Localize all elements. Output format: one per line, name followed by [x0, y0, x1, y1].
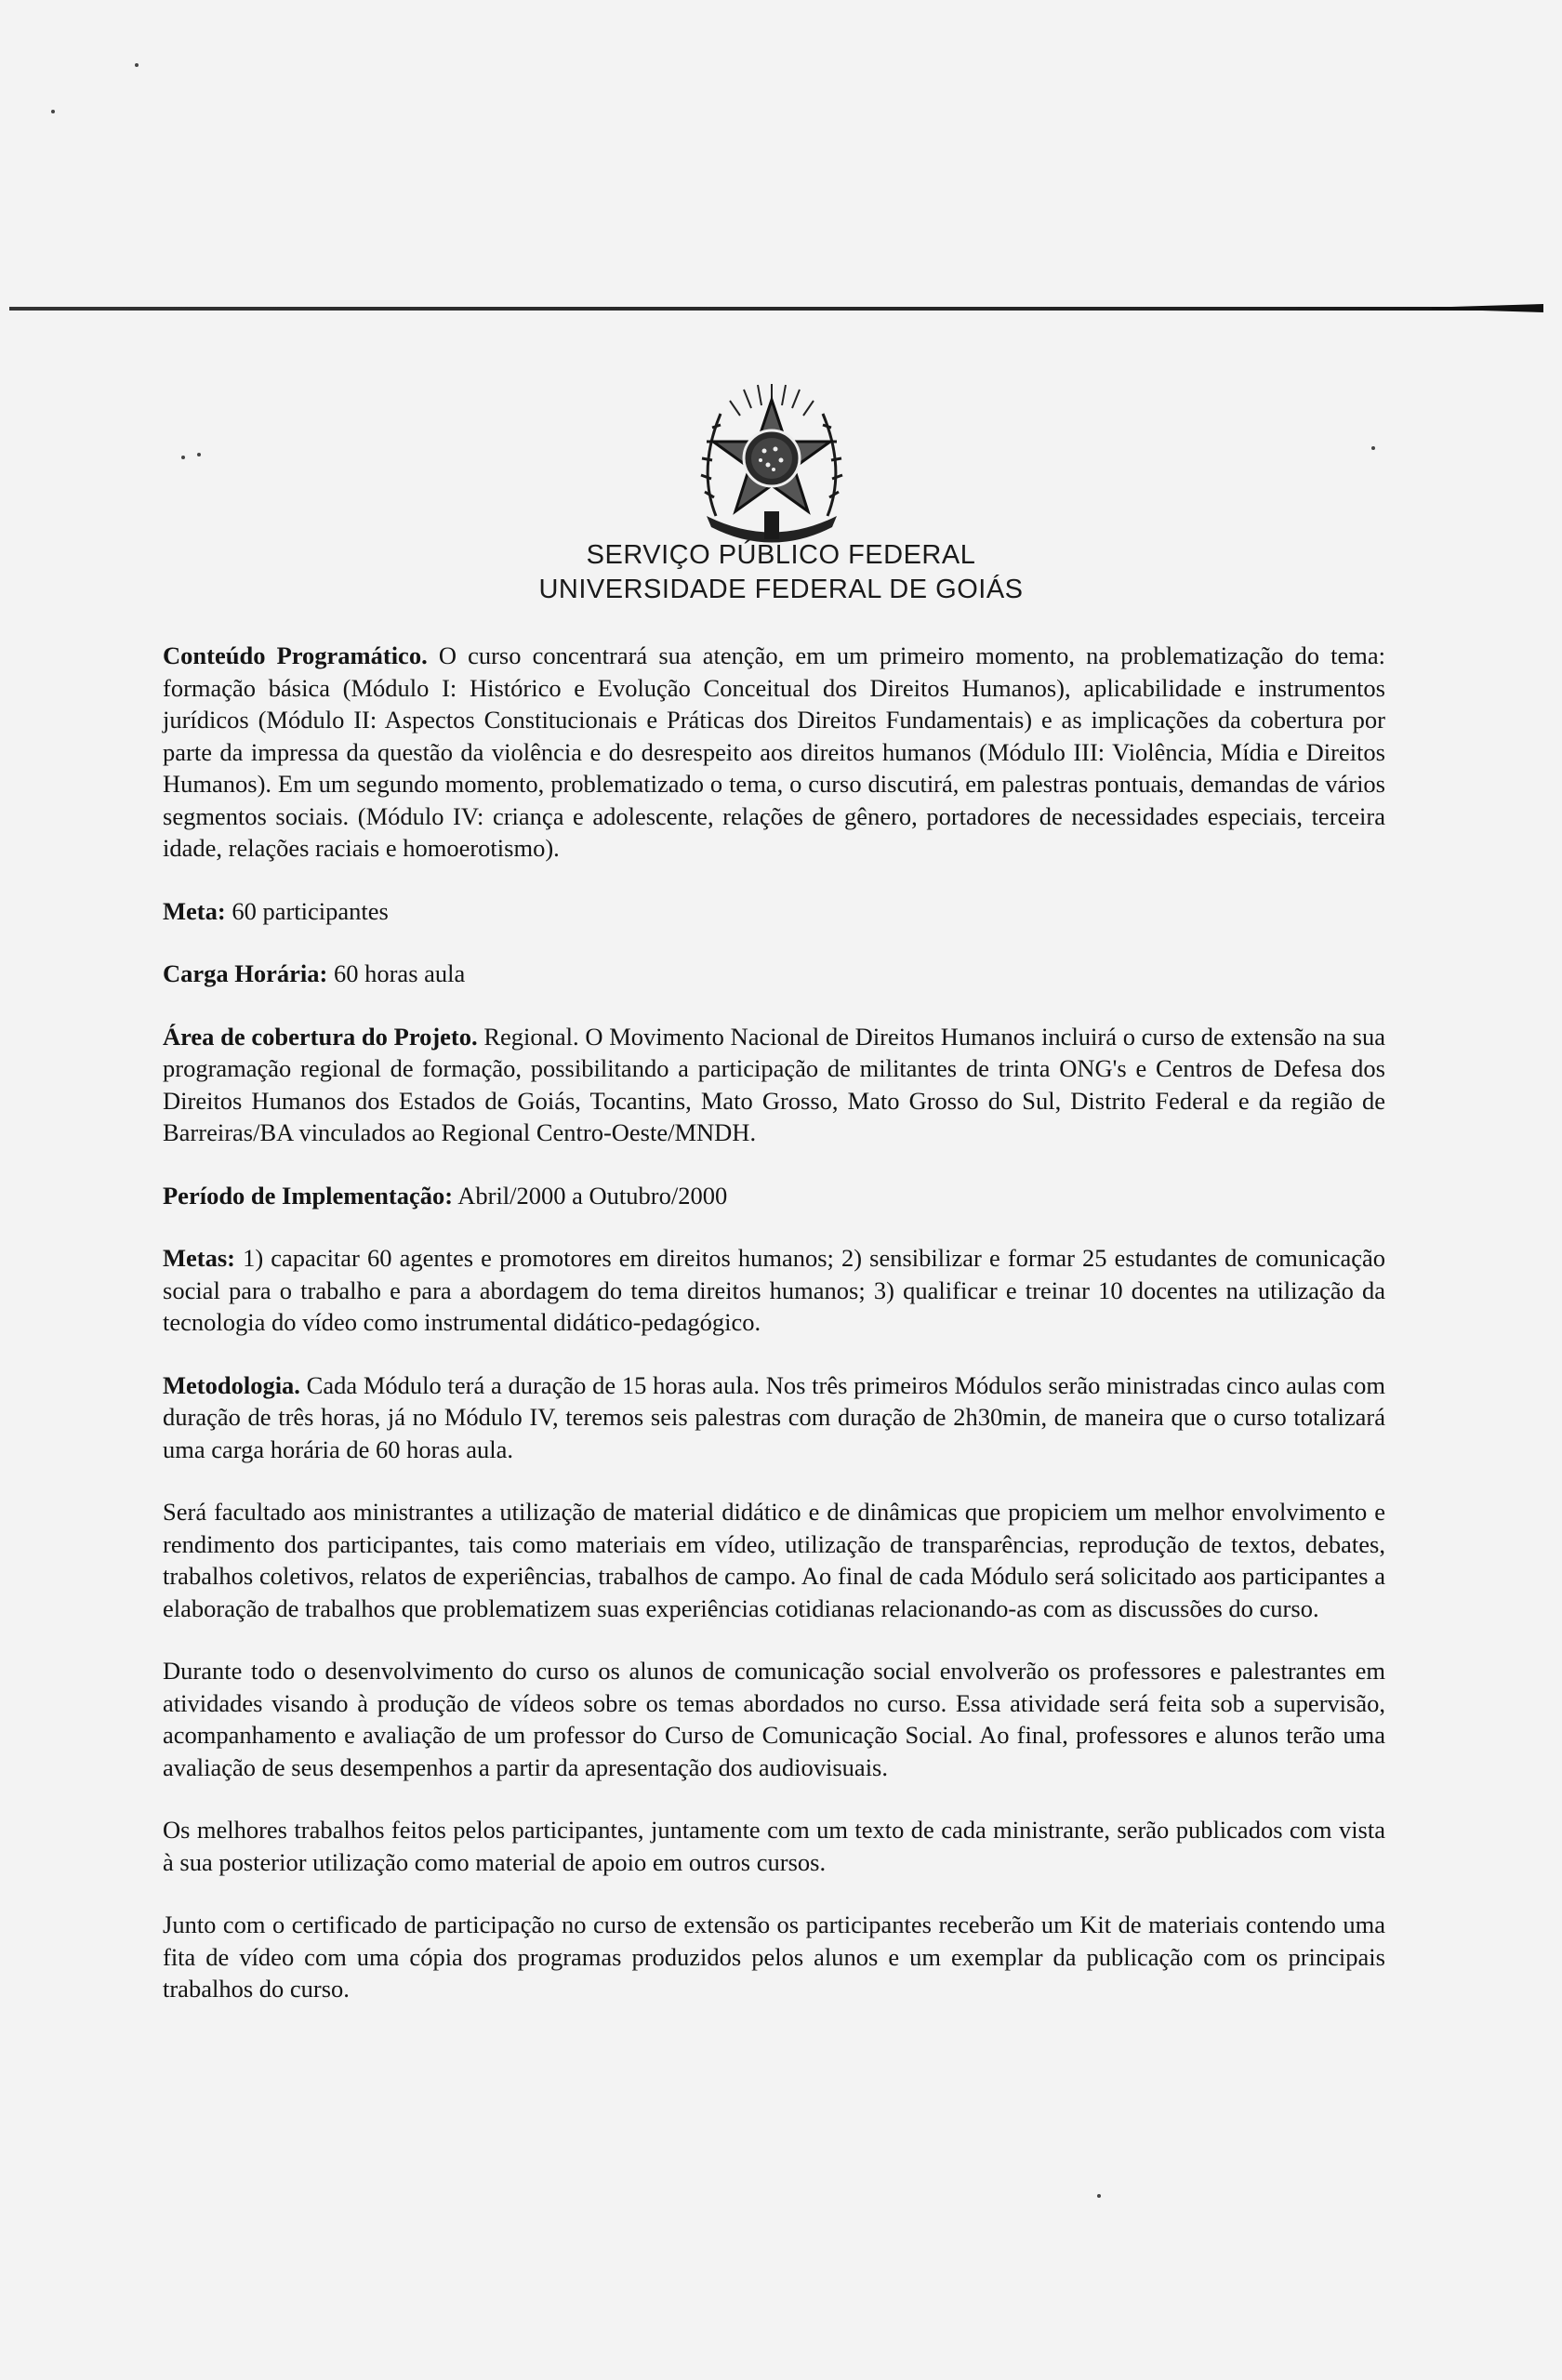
section-label: Metodologia. — [163, 1370, 300, 1399]
header-university-title: UNIVERSIDADE FEDERAL DE GOIÁS — [538, 575, 1024, 604]
paragraph-periodo-implementacao — [163, 1180, 1385, 1212]
section-text: Junto com o certificado de participação no curso de extensão os participantes receberão um Kit de materiais contendo uma fita de vídeo com uma cópia dos programas produzidos pelos alunos e um exemplar da publicação com os principais trabalhos do curso. — [163, 1911, 1385, 2003]
section-label: Carga Horária: — [163, 959, 328, 987]
section-text: 60 participantes — [225, 896, 389, 925]
section-text: Durante todo o desenvolvimento do curso os alunos de comunicação social envolverão os professores e palestrantes em atividades visando à produção de vídeos sobre os temas abordados no curso. Essa atividade será feita sob a supervisão, acompanhamento e avaliação de um professor do Curso de Comunicação Social. Ao final, professores e alunos terão uma avaliação de seus desempenhos a partir da apresentação dos audiovisuais. — [163, 1657, 1385, 1781]
paragraph-publicacao — [163, 1814, 1385, 1878]
section-text: Será facultado aos ministrantes a utilização de material didático e de dinâmicas que propiciem um melhor envolvimento e rendimento dos participantes, tais como materiais em vídeo, utilização de transparências, reprodução de textos, debates, trabalhos coletivos, relatos de experiências, trabalhos de campo. Ao final de cada Módulo será solicitado aos participantes a elaboração de trabalhos que problematizem suas experiências cotidianas relacionando-as com as discussões do curso. — [163, 1498, 1385, 1622]
section-text: O curso concentrará sua atenção, em um primeiro momento, na problematização do tema: formação básica (Módulo I: Histórico e Evolução Conceitual dos Direitos Humanos), aplicabilidade e instrumentos jurídicos (Módulo II: Aspectos Constitucionais e Práticas dos Direitos Fundamentais) e as implicações da cobertura por parte da impressa da questão da violência e do desrespeito aos direitos humanos (Módulo III: Violência, Mídia e Direitos Humanos). Em um segundo momento, problematizado o tema, o curso discutirá, em palestras pontuais, demandas de vários segmentos sociais. (Módulo IV: criança e adolescente, relações de gênero, portadores de necessidades especiais, terceira idade, relações raciais e homoerotismo). — [163, 641, 1385, 862]
brazil-coat-of-arms-icon — [679, 377, 865, 549]
paragraph-metas — [163, 1242, 1385, 1339]
scan-speck — [135, 63, 139, 67]
section-label: Metas: — [163, 1244, 235, 1272]
section-text: Cada Módulo terá a duração de 15 horas aula. Nos três primeiros Módulos serão ministradas cinco aulas com duração de três horas, já no Módulo IV, teremos seis palestras com duração de 2h30min, de maneira que o curso totalizará uma carga horária de 60 horas aula. — [163, 1370, 1385, 1463]
paragraph-area-cobertura — [163, 1021, 1385, 1149]
paragraph-metodologia — [163, 1369, 1385, 1466]
paragraph-material-didatico — [163, 1496, 1385, 1624]
scan-speck — [1097, 2194, 1101, 2198]
header-service-title: SERVIÇO PÚBLICO FEDERAL — [586, 540, 976, 570]
top-horizontal-rule — [9, 307, 1543, 311]
section-text: Abril/2000 a Outubro/2000 — [453, 1181, 728, 1210]
scan-speck — [1371, 446, 1375, 450]
paragraph-producao-videos — [163, 1655, 1385, 1783]
section-label: Conteúdo Programático. — [163, 641, 428, 669]
section-text: 1) capacitar 60 agentes e promotores em direitos humanos; 2) sensibilizar e formar 25 estudantes de comunicação social para o trabalho e para a abordagem do tema direitos humanos; 3) qualificar e treinar 10 docentes na utilização da tecnologia do vídeo como instrumental didático-pedagógico. — [163, 1244, 1385, 1336]
document-body — [163, 640, 1385, 2036]
section-label: Meta: — [163, 896, 226, 925]
section-text: Regional. O Movimento Nacional de Direitos Humanos incluirá o curso de extensão na sua programação regional de formação, possibilitando a participação de militantes de trinta ONG's e Centros de Defesa dos Direitos Humanos dos Estados de Goiás, Tocantins, Mato Grosso, Mato Grosso do Sul, Distrito Federal e da região de Barreiras/BA vinculados ao Regional Centro-Oeste/MNDH. — [163, 1022, 1385, 1146]
section-label: Área de cobertura do Projeto. — [163, 1022, 478, 1051]
section-text: 60 horas aula — [327, 959, 466, 987]
section-text: Os melhores trabalhos feitos pelos participantes, juntamente com um texto de cada ministrante, serão publicados com vista à sua posterior utilização como material de apoio em outros cursos. — [163, 1816, 1385, 1876]
scan-speck — [181, 456, 185, 459]
scan-speck — [51, 110, 55, 113]
paragraph-meta — [163, 895, 1385, 928]
paragraph-kit-materiais — [163, 1909, 1385, 2005]
paragraph-conteudo-programatico — [163, 640, 1385, 865]
paragraph-carga-horaria — [163, 958, 1385, 990]
section-label: Período de Implementação: — [163, 1181, 454, 1210]
scan-speck — [197, 453, 201, 456]
